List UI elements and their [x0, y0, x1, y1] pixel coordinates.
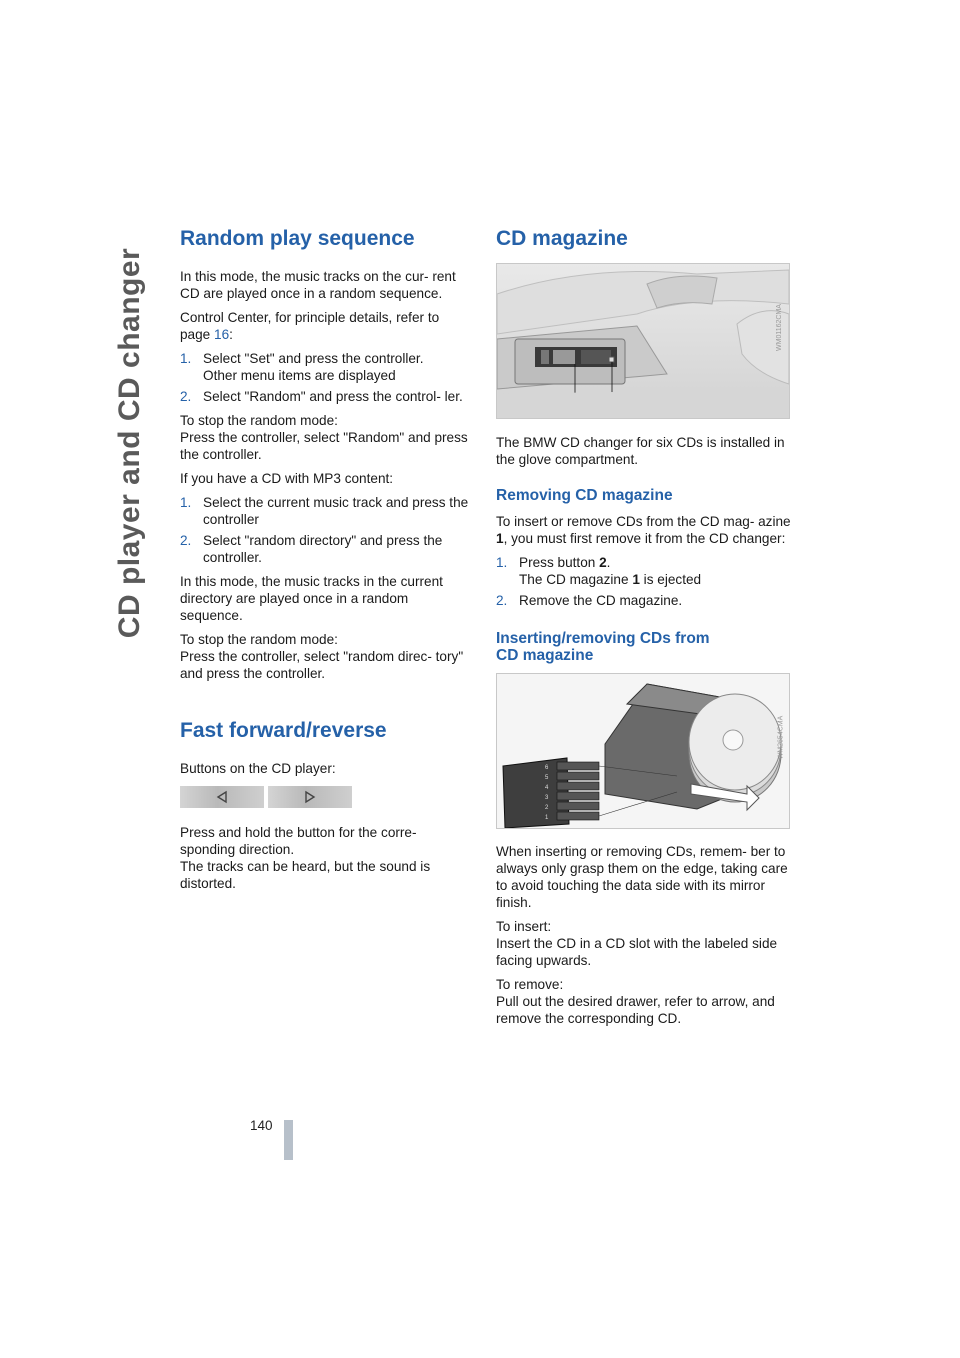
slot-label: 6	[545, 765, 549, 772]
handling-cds-text: When inserting or removing CDs, remem- ber to always only grasp them on the edge, taking care to avoid touching the data side with its mirror finish.	[496, 844, 788, 911]
heading-line1: Inserting/removing CDs from	[496, 630, 710, 648]
remove-magazine-text	[496, 513, 792, 547]
press-hold-line1: Press and hold the button for the corre- sponding direction.	[180, 825, 417, 858]
stop-random-text	[180, 412, 472, 463]
remove-text-c: , you must first remove it from the CD changer:	[503, 531, 786, 547]
stop-directory-random-text	[180, 631, 472, 682]
stop-random-line1: To stop the random mode:	[180, 413, 338, 429]
random-steps-list	[180, 350, 472, 405]
step-text: Select "Set" and press the controller.	[203, 351, 424, 367]
figure-code: WM2654CMA	[777, 716, 785, 760]
list-item	[180, 350, 472, 384]
step-subtext: The CD magazine	[519, 572, 633, 588]
changer-location-text: The BMW CD changer for six CDs is installed in the glove compartment.	[496, 435, 785, 468]
heading-fast-forward: Fast forward/reverse	[180, 719, 387, 743]
list-item	[496, 592, 792, 609]
step-number: 1.	[180, 495, 192, 511]
heading-random-play: Random play sequence	[180, 227, 415, 250]
control-center-text	[180, 309, 472, 343]
remove-cd-text	[496, 976, 792, 1027]
right-column	[496, 226, 792, 1034]
reverse-button[interactable]	[180, 786, 264, 808]
heading-line2: CD magazine	[496, 647, 594, 665]
buttons-intro-text: Buttons on the CD player:	[180, 761, 336, 777]
triangle-left-icon	[215, 790, 229, 804]
list-item	[180, 532, 472, 566]
step-number: 2.	[180, 533, 192, 549]
step-subtext-end: is ejected	[639, 572, 702, 588]
list-item	[496, 554, 792, 588]
slot-label: 4	[545, 785, 549, 792]
step-text: Remove the CD magazine.	[519, 593, 683, 609]
removing-steps-list	[496, 554, 792, 609]
cd-magazine-illustration	[497, 674, 789, 828]
glove-compartment-illustration	[497, 264, 789, 418]
side-chapter-title	[108, 228, 152, 658]
press-hold-line2: The tracks can be heard, but the sound is distorted.	[180, 859, 431, 892]
side-chapter-title-text: CD player and CD changer	[113, 247, 146, 639]
remove-line1: To remove:	[496, 977, 564, 993]
step-subref: 1	[632, 572, 640, 588]
remove-text-a: To insert or remove CDs from the CD mag- azine	[496, 514, 791, 530]
triangle-right-icon	[303, 790, 317, 804]
list-item	[180, 494, 472, 528]
heading-inserting-removing	[496, 630, 792, 664]
mp3-steps-list	[180, 494, 472, 566]
step-text-end: .	[606, 555, 611, 571]
stop-dir-line2: Press the controller, select "random direc- tory" and press the controller.	[180, 649, 464, 682]
page-16-link[interactable]: 16	[214, 327, 230, 343]
stop-random-line2: Press the controller, select "Random" and press the controller.	[180, 430, 468, 463]
cd-player-buttons	[180, 786, 352, 808]
step-ref: 2	[599, 555, 607, 571]
heading-removing-magazine: Removing CD magazine	[496, 487, 673, 505]
slot-label: 3	[545, 795, 549, 802]
heading-cd-magazine: CD magazine	[496, 227, 628, 250]
slot-label: 2	[545, 805, 549, 812]
insert-cd-text	[496, 918, 792, 969]
remove-text-ref: 1	[496, 531, 504, 547]
left-column	[180, 226, 472, 899]
step-text: Select "random directory" and press the controller.	[203, 533, 443, 566]
control-center-suffix: :	[229, 327, 233, 343]
step-text: Press button	[519, 555, 600, 571]
random-intro-text: In this mode, the music tracks on the cur- rent CD are played once in a random sequence.	[180, 269, 456, 302]
step-number: 2.	[496, 593, 508, 609]
slot-label: 1	[545, 815, 549, 822]
forward-button[interactable]	[268, 786, 352, 808]
step-text: Select "Random" and press the control- ler.	[203, 389, 463, 405]
cd-changer-figure	[496, 263, 790, 419]
mp3-intro-text: If you have a CD with MP3 content:	[180, 471, 394, 487]
step-number: 1.	[180, 351, 192, 367]
control-center-prefix: Control Center, for principle details, refer to page	[180, 310, 440, 343]
page-number-bar	[284, 1120, 293, 1160]
remove-line2: Pull out the desired drawer, refer to arrow, and remove the corresponding CD.	[496, 994, 775, 1027]
page-number: 140	[250, 1118, 273, 1133]
step-number: 1.	[496, 555, 508, 571]
insert-line1: To insert:	[496, 919, 552, 935]
insert-line2: Insert the CD in a CD slot with the labeled side facing upwards.	[496, 936, 778, 969]
press-hold-text	[180, 824, 472, 892]
stop-dir-line1: To stop the random mode:	[180, 632, 338, 648]
step-number: 2.	[180, 389, 192, 405]
step-text: Select the current music track and press the controller	[203, 495, 469, 528]
step-subtext: Other menu items are displayed	[203, 368, 396, 384]
figure-code: WM01162CMA	[776, 304, 784, 352]
list-item	[180, 388, 472, 405]
cd-magazine-figure	[496, 673, 790, 829]
directory-random-text: In this mode, the music tracks in the current directory are played once in a random sequence.	[180, 574, 443, 624]
slot-label: 5	[545, 775, 549, 782]
